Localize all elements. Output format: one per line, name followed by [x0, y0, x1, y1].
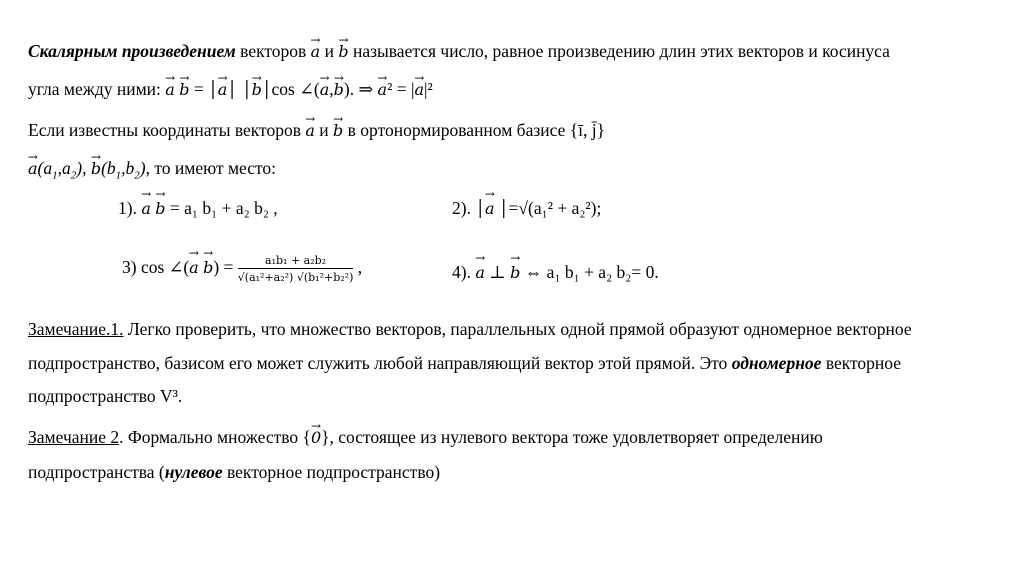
- definition-line-2: угла между ними: → a → b = │→ a│ │→ b│cos ∠(→ a,→ b). ⇒ → a² = |→ a|²: [28, 78, 433, 101]
- remark-1-line-1: Замечание.1. Легко проверить, что множество векторов, параллельных одной прямой образуют одномерное векторное: [28, 319, 912, 339]
- remark-1-title: Замечание.1.: [28, 319, 124, 339]
- remark-2-line-2: подпространства (нулевое векторное подпространство): [28, 462, 441, 482]
- definition-line-1: Скалярным произведением векторов → a и → b называется число, равное произведению длин этих векторов и косинуса: [28, 40, 890, 63]
- cosine-fraction: $\frac{\text{a₁b₁ + a₂b₂}}{\text{√(a₁²+a₂²) √(b₁²+b₂²)}}$: [237, 254, 354, 284]
- formula-3: 3) cos ∠(→ a → b) = $\frac{\text{a₁b₁ + a₂b₂}}{\text{√(a₁²+a₂²) √(b₁²+b₂²)}}$ ,: [122, 254, 362, 284]
- formula-4: 4). → a ⊥ → b ⇔ a₁ b₁ + a₂ b₂= 0.: [452, 262, 659, 283]
- remark-2-title: Замечание 2: [28, 427, 120, 447]
- coordinates-line: Если известны координаты векторов → a и → b в ортонормированном базисе {ī, j̄}: [28, 119, 605, 142]
- vector-a: → a: [311, 41, 321, 63]
- remark-2-line-1: Замечание 2. Формально множество {→ 0}, состоящее из нулевого вектора тоже удовлетворяет определению: [28, 426, 823, 449]
- vector-b: → b: [338, 41, 348, 63]
- formula-2: 2). │→ a │=√(a₁² + a₂²);: [452, 198, 601, 219]
- term-scalar-product: Скалярным произведением: [28, 41, 236, 61]
- remark-1-line-3: подпространство V³.: [28, 386, 183, 406]
- remark-1-line-2: подпространство, базисом его может служить любой направляющий вектор этой прямой. Это одномерное векторное: [28, 353, 902, 373]
- coordinates-vectors-line: → $a(a_1,a_2)$, → $b(b_1,b_2)$, то имеют место:: [28, 157, 276, 187]
- formula-1: 1). → a → b = a₁ b₁ + a₂ b₂ ,: [118, 198, 278, 219]
